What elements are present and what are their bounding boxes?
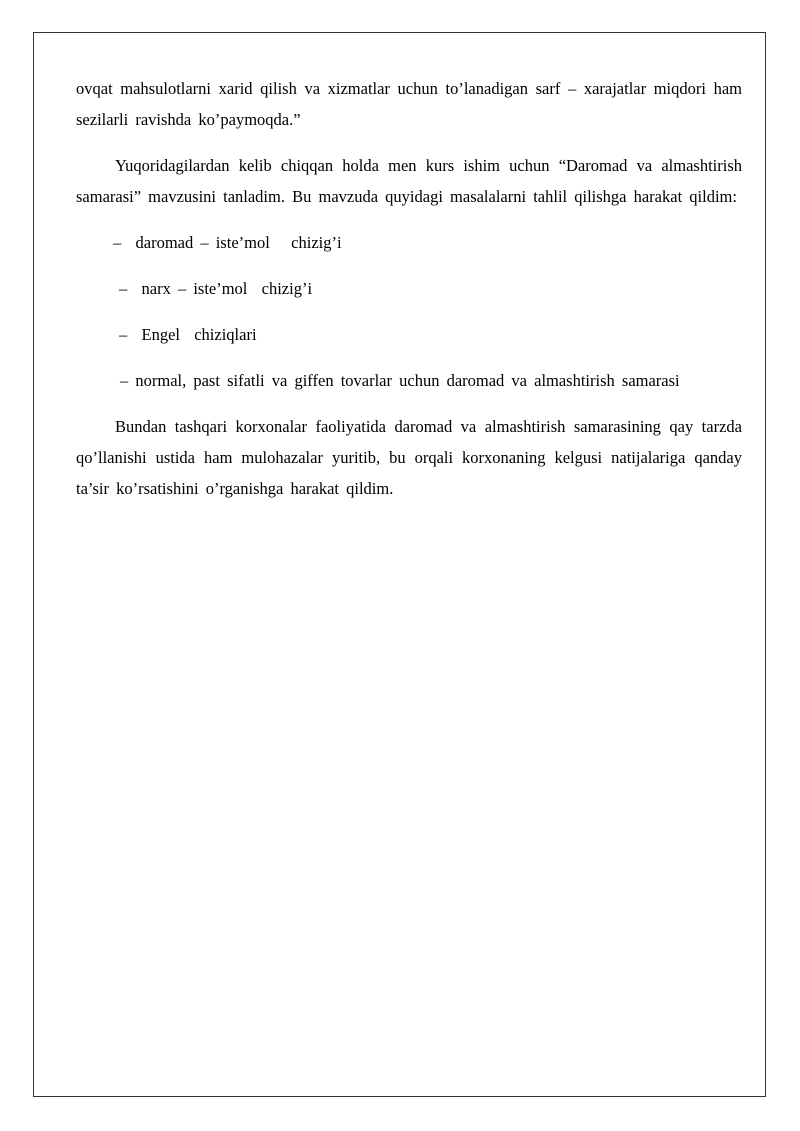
list-item-price-consumption-curve: – narx – iste’mol chizig’i <box>119 279 313 298</box>
paragraph-enterprise-application: Bundan tashqari korxonalar faoliyatida daromad va almashtirish samarasining qay tarzda qo’llanishi ustida ham mulohazalar yuritib, bu orqali korxonaning kelgusi natijalariga qanday ta’sir ko’rsatishini o’rganishga harakat qildim. <box>76 417 742 498</box>
document-body <box>76 73 742 519</box>
paragraph-continuation: ovqat mahsulotlarni xarid qilish va xizmatlar uchun to’lanadigan sarf – xarajatlar miqdori ham sezilarli ravishda ko’paymoqda.” <box>76 79 742 129</box>
list-item-goods-effects: – normal, past sifatli va giffen tovarlar uchun daromad va almashtirish samarasi <box>120 371 680 390</box>
list-item-engel-curves: – Engel chiziqlari <box>119 325 257 344</box>
paragraph-topic-intro: Yuqoridagilardan kelib chiqqan holda men kurs ishim uchun “Daromad va almashtirish samarasi” mavzusini tanladim. Bu mavzuda quyidagi masalalarni tahlil qilishga harakat qildim: <box>76 156 742 206</box>
list-item-income-consumption-curve: – daromad – iste’mol chizig’i <box>113 233 342 252</box>
